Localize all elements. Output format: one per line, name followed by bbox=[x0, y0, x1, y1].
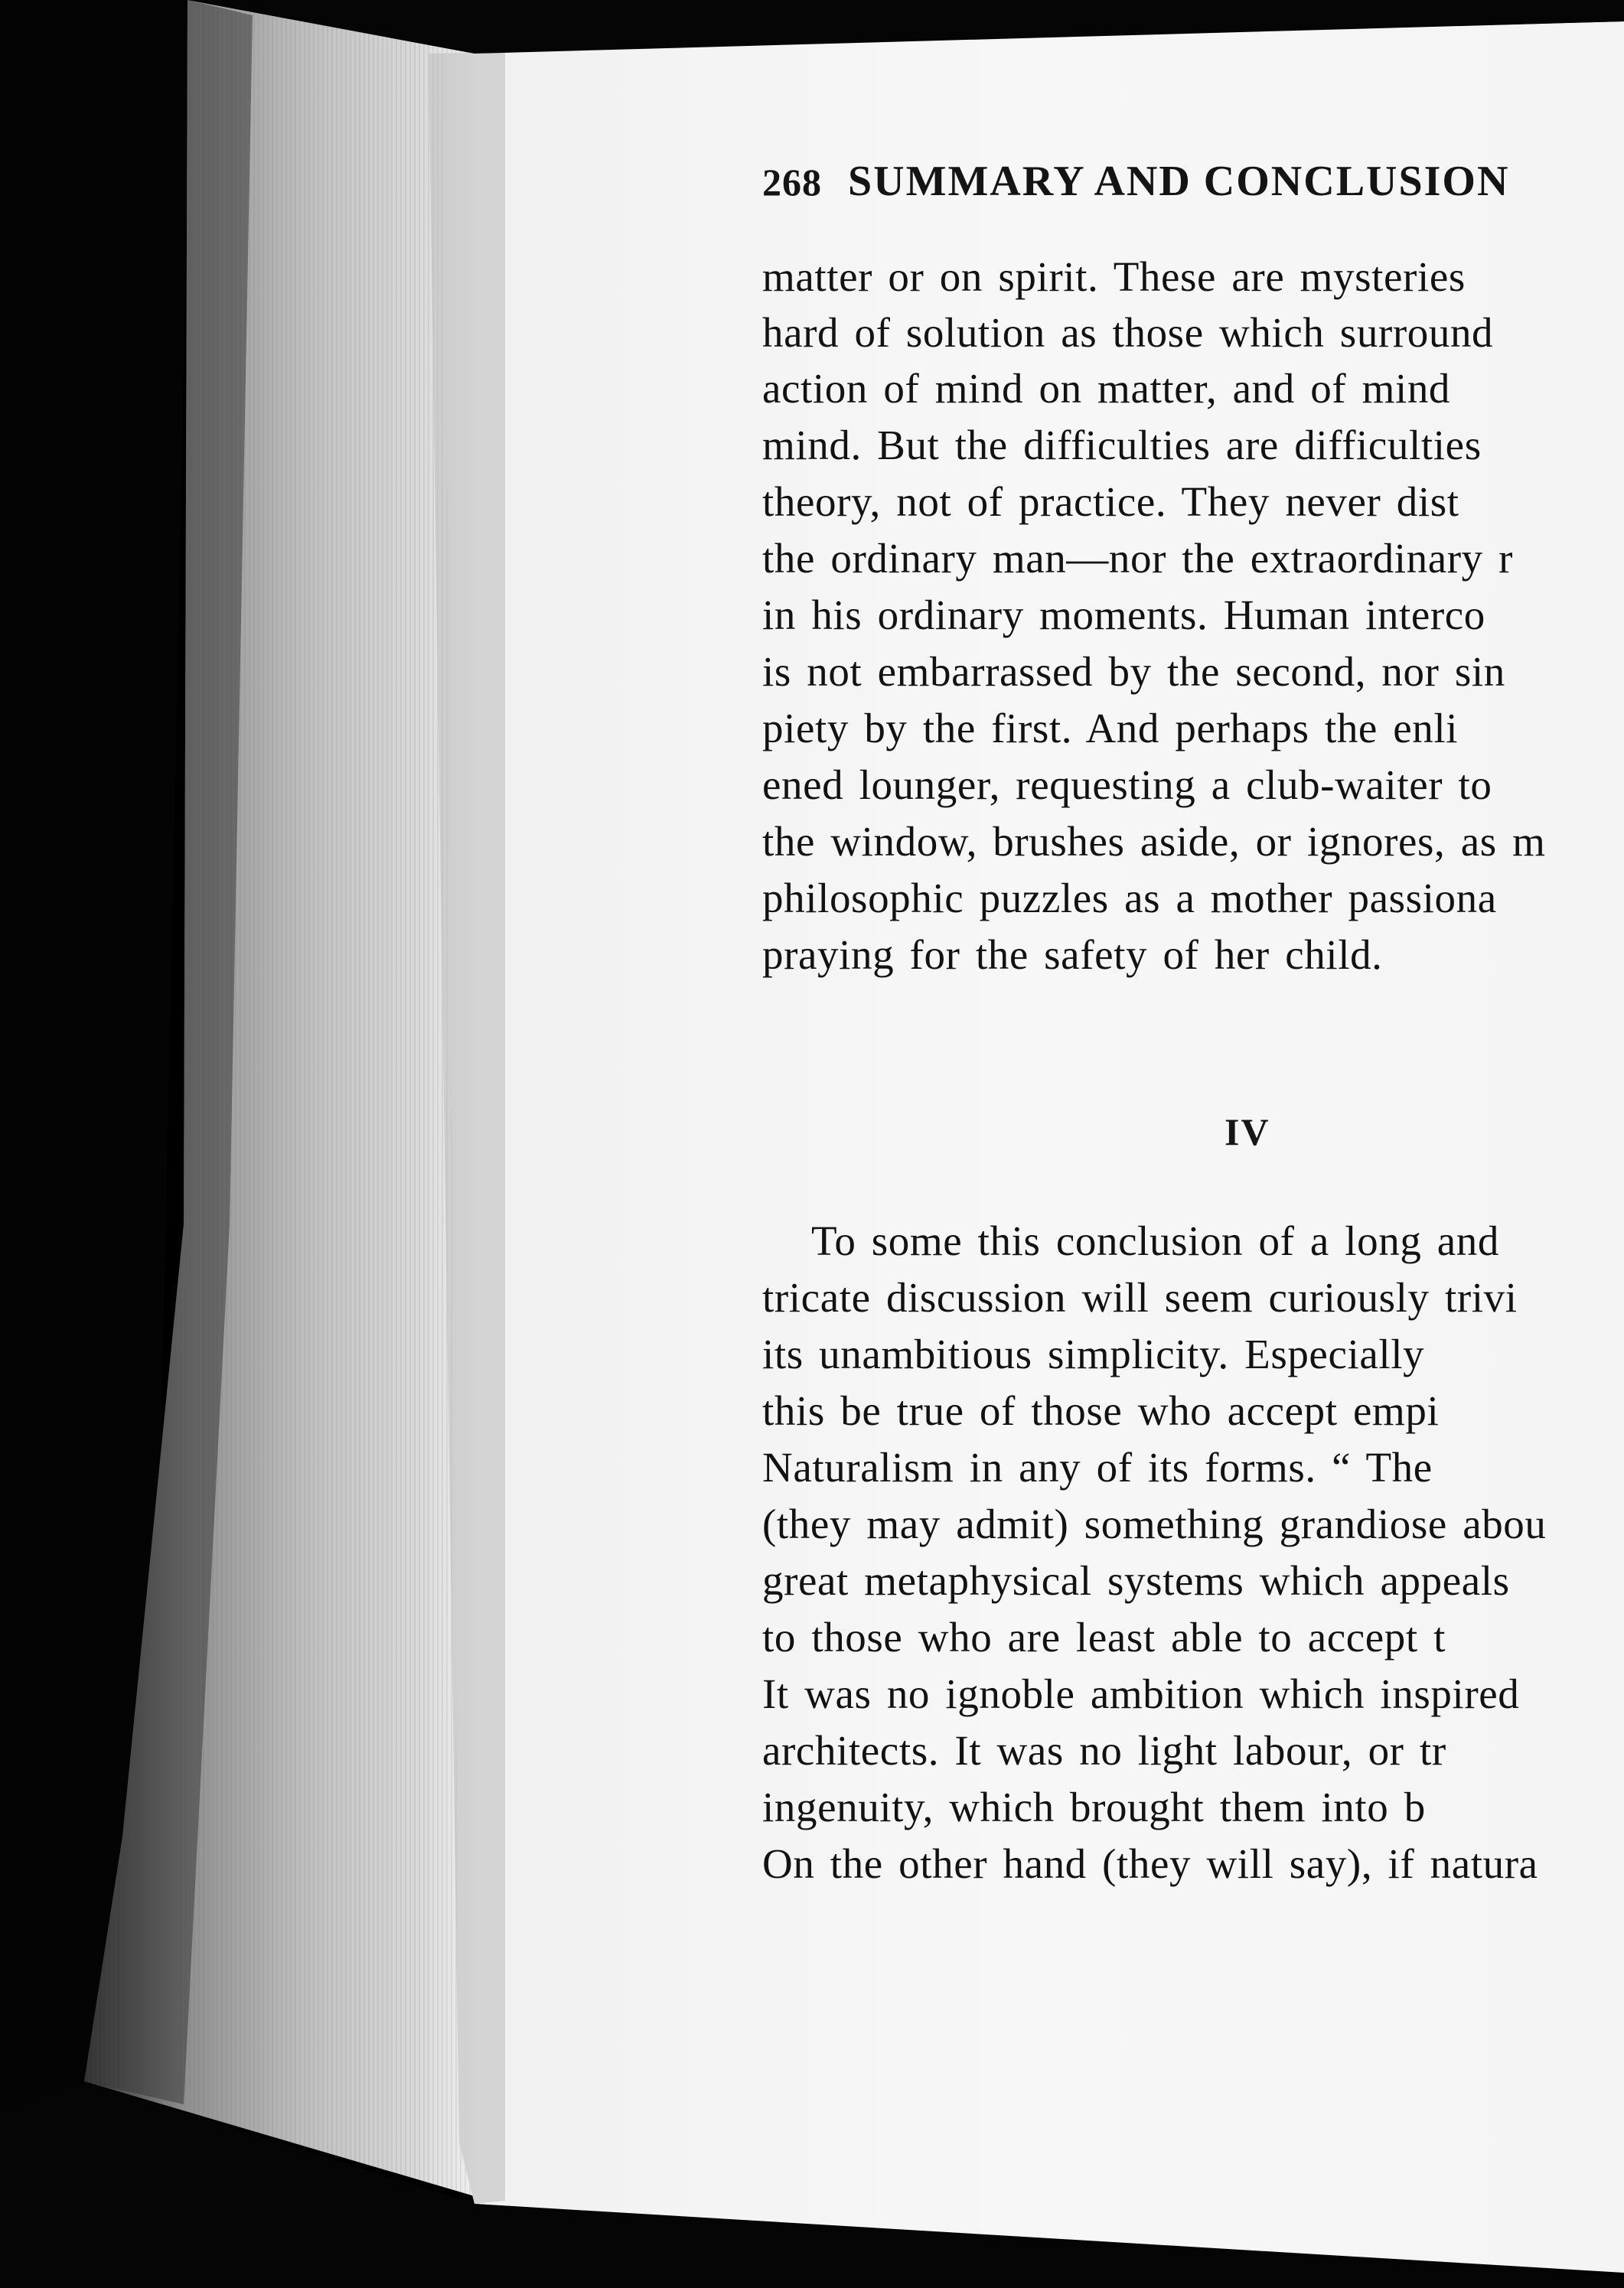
text-line: matter or on spirit. These are mysteries bbox=[762, 253, 1466, 300]
text-line: piety by the first. And perhaps the enli bbox=[762, 705, 1459, 751]
text-line: It was no ignoble ambition which inspired bbox=[762, 1670, 1520, 1717]
text-line: To some this conclusion of a long and bbox=[811, 1217, 1499, 1264]
page-number: 268 bbox=[762, 161, 822, 204]
text-line: praying for the safety of her child. bbox=[762, 931, 1383, 978]
section-heading: IV bbox=[1225, 1110, 1270, 1153]
running-head bbox=[762, 157, 1509, 206]
text-line: hard of solution as those which surround bbox=[762, 309, 1494, 356]
text-line: ened lounger, requesting a club-waiter to bbox=[762, 761, 1492, 808]
text-line: the ordinary man—nor the extraordinary r bbox=[762, 535, 1514, 582]
text-line: is not embarrassed by the second, nor sin bbox=[762, 648, 1505, 695]
text-line: its unambitious simplicity. Especially bbox=[762, 1331, 1425, 1377]
text-line: great metaphysical systems which appeals bbox=[762, 1557, 1510, 1604]
text-line: tricate discussion will seem curiously trivi bbox=[762, 1274, 1518, 1321]
text-line: mind. But the difficulties are difficulties bbox=[762, 422, 1482, 468]
text-line: to those who are least able to accept t bbox=[762, 1614, 1446, 1661]
text-line: architects. It was no light labour, or tr bbox=[762, 1727, 1446, 1774]
text-line: this be true of those who accept empi bbox=[762, 1387, 1440, 1434]
text-line: Naturalism in any of its forms. “ The bbox=[762, 1444, 1433, 1491]
text-line: philosophic puzzles as a mother passiona bbox=[762, 875, 1497, 921]
text-line: theory, not of practice. They never dist bbox=[762, 478, 1459, 525]
text-line: in his ordinary moments. Human interco bbox=[762, 592, 1485, 638]
text-line: action of mind on matter, and of mind bbox=[762, 365, 1451, 412]
text-line: ingenuity, which brought them into b bbox=[762, 1784, 1426, 1830]
text-line: (they may admit) something grandiose abou bbox=[762, 1501, 1547, 1547]
chapter-running-title: SUMMARY AND CONCLUSION bbox=[848, 158, 1510, 205]
text-line: On the other hand (they will say), if natura bbox=[762, 1840, 1538, 1887]
text-line: the window, brushes aside, or ignores, as m bbox=[762, 818, 1546, 865]
